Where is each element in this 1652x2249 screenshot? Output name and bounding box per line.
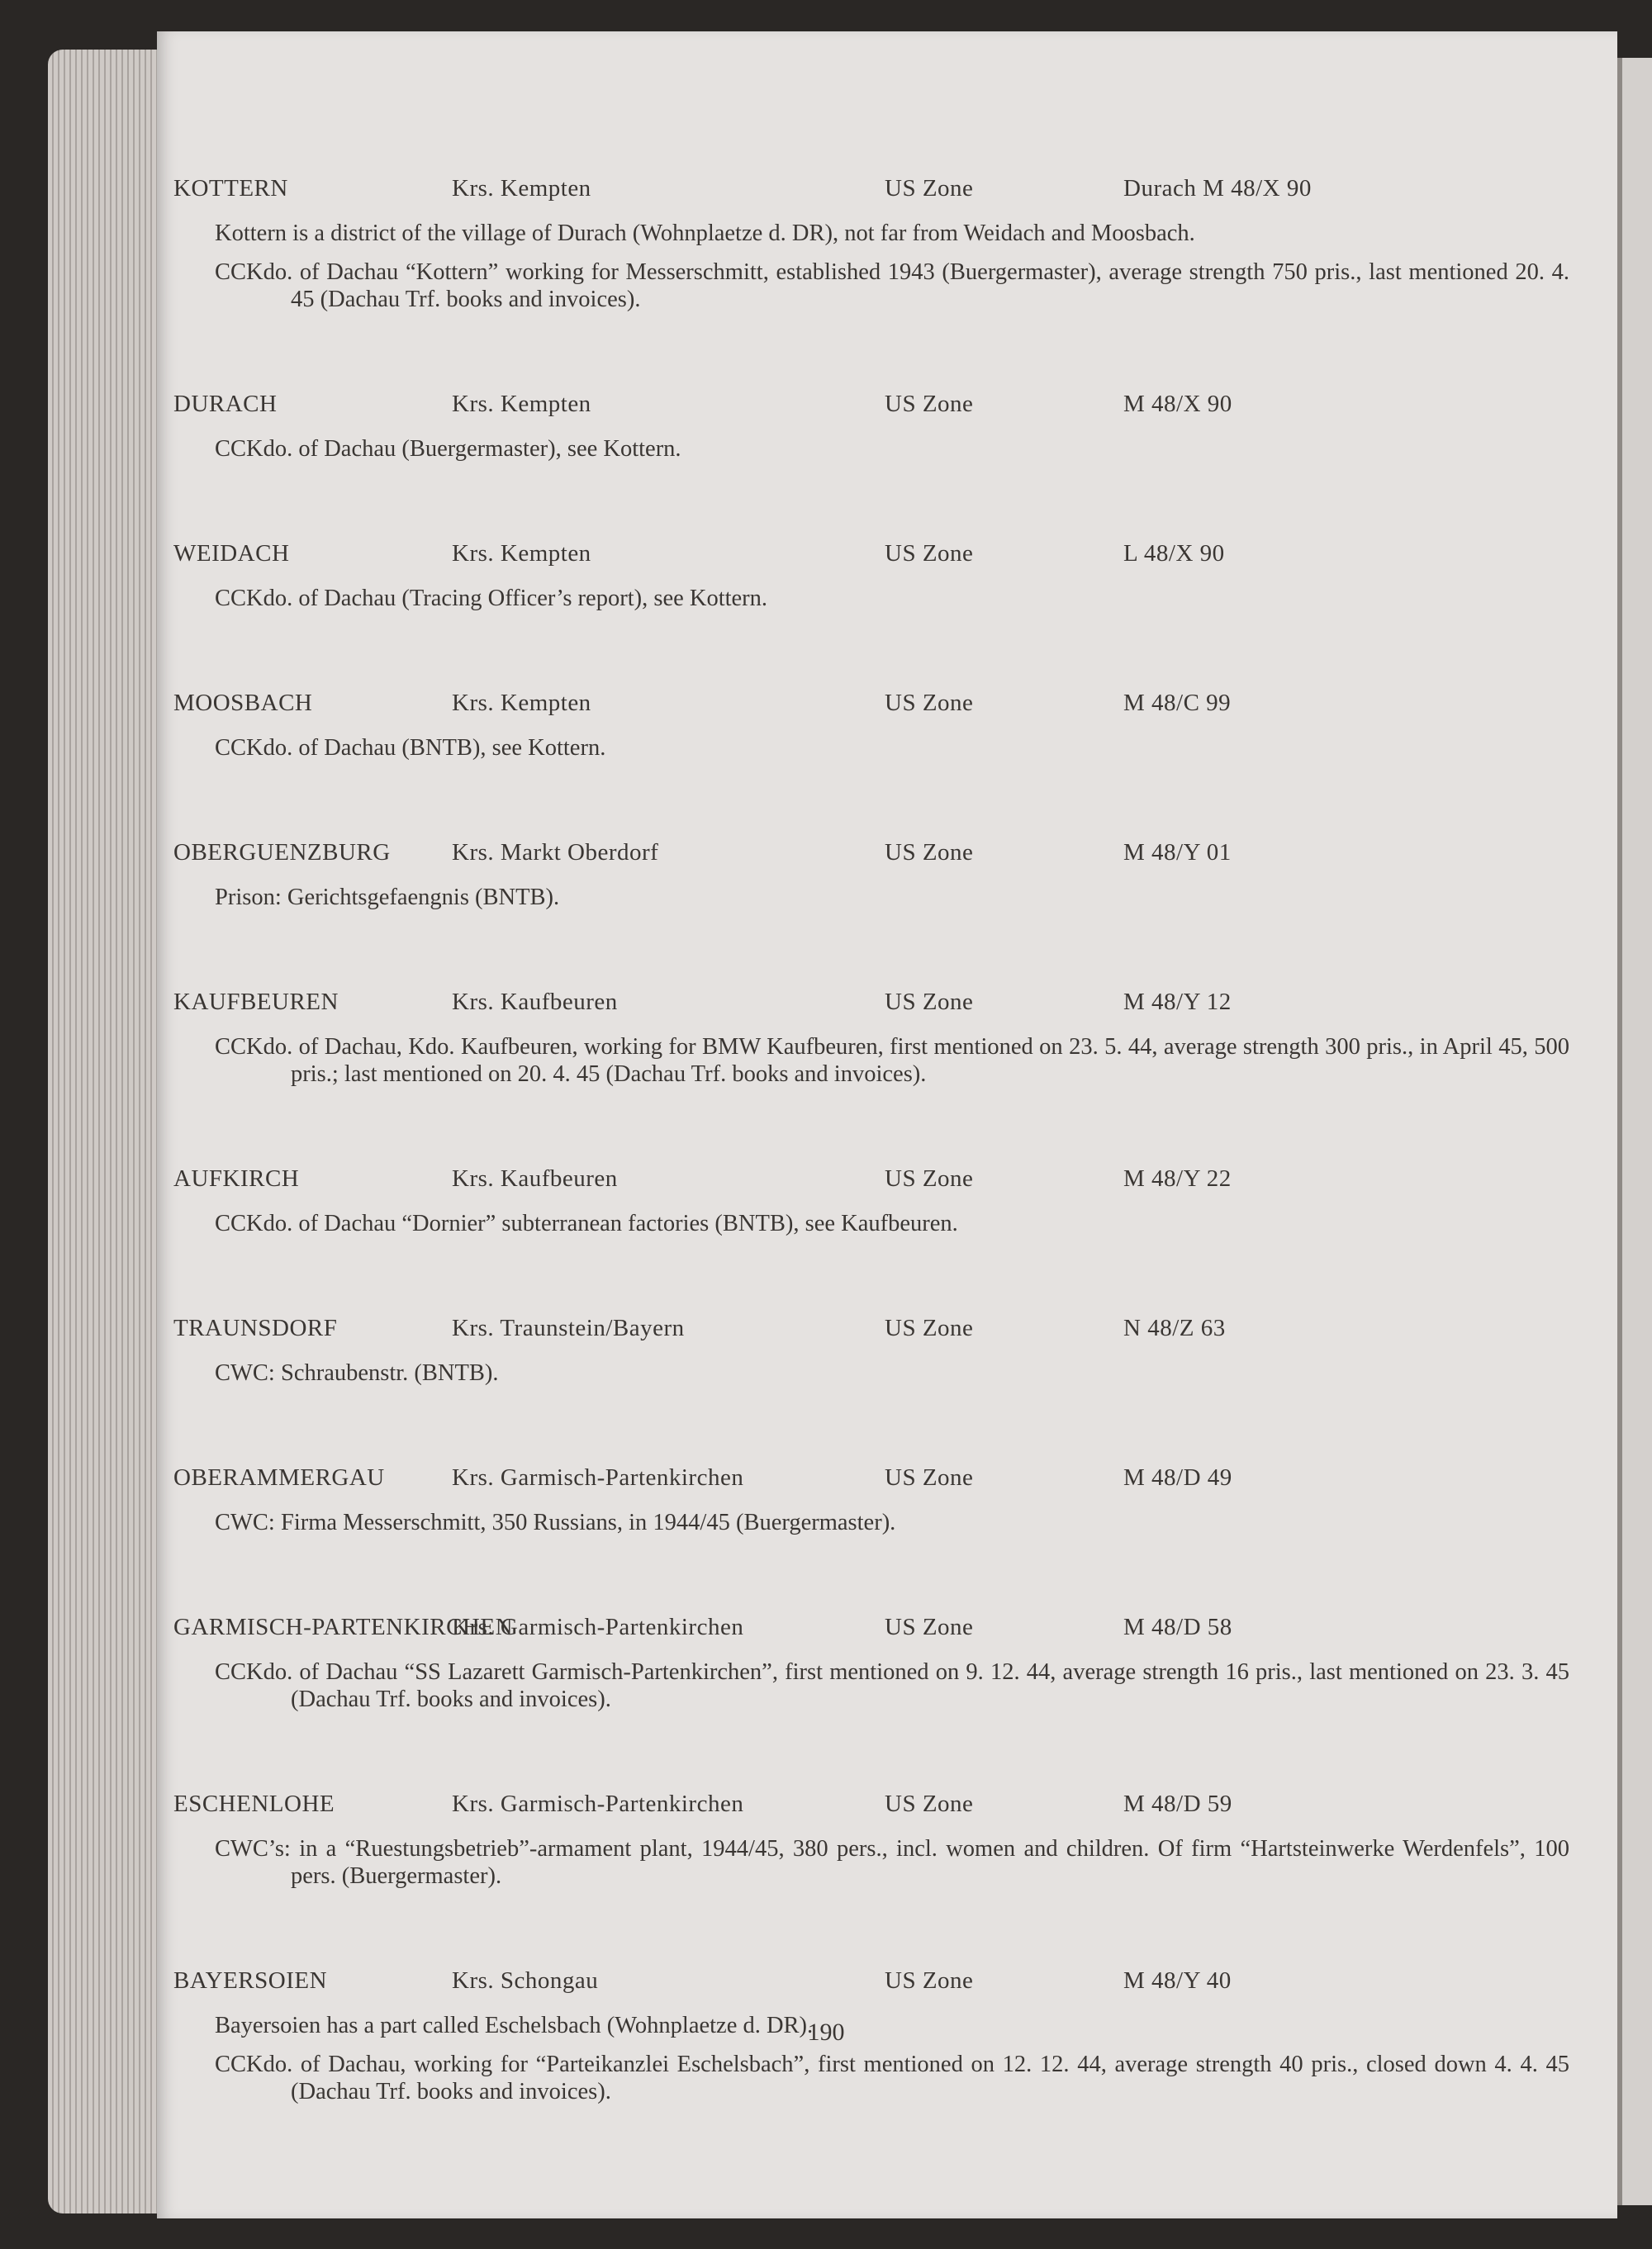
district-name: Krs. Schongau [452,1967,599,1994]
entry-text: in a “Ruestungsbetrieb”-armament plant, 1944/45, 380 pers., incl. women and children. Of firm “Hartsteinwerke Werdenfels”, 100 pers. (Buergermaster). [291,1836,1569,1889]
entry-heading [173,1791,1569,1824]
entry-text: Schraubenstr. (BNTB). [280,1360,499,1386]
entry-label: CCKdo. [215,586,293,611]
gazetteer-entry [173,989,1569,1088]
entry-text: of Dachau, working for “Parteikanzlei Eschelsbach”, first mentioned on 12. 12. 44, average strength 40 pris., closed down 4. 4. 45 (Dachau Trf. books and invoices). [291,2052,1569,2104]
entry-description [173,884,1569,911]
entry-text: of Dachau “SS Lazarett Garmisch-Partenkirchen”, first mentioned on 9. 12. 44, average strength 16 pris., last mentioned on 23. 3. 45 (Dachau Trf. books and invoices). [291,1659,1569,1712]
entry-text: of Dachau “Dornier” subterranean factories (BNTB), see Kaufbeuren. [298,1211,958,1236]
zone-name: US Zone [885,989,974,1015]
gazetteer-entry [173,1464,1569,1536]
place-name: MOOSBACH [173,690,313,716]
entry-heading [173,540,1569,573]
place-name: OBERAMMERGAU [173,1464,385,1491]
district-name: Krs. Traunstein/Bayern [452,1315,685,1341]
map-reference: Durach M 48/X 90 [1123,175,1312,202]
zone-name: US Zone [885,1165,974,1192]
entry-text: Kottern is a district of the village of Durach (Wohnplaetze d. DR), not far from Weidach and Moosbach. [215,221,1195,246]
entry-heading [173,1165,1569,1198]
entry-description [173,734,1569,762]
zone-name: US Zone [885,175,974,202]
entry-label: CCKdo. [215,1659,293,1685]
entry-heading [173,839,1569,872]
district-name: Krs. Kempten [452,690,591,716]
zone-name: US Zone [885,690,974,716]
entry-description [173,2051,1569,2105]
map-reference: M 48/D 59 [1123,1791,1232,1817]
map-reference: M 48/C 99 [1123,690,1232,716]
entry-heading [173,1967,1569,2000]
page-number: 190 [807,2019,845,2046]
entry-description [173,1509,1569,1536]
entry-text: of Dachau, Kdo. Kaufbeuren, working for BMW Kaufbeuren, first mentioned on 23. 5. 44, average strength 300 pris., in April 45, 500 pris.; last mentioned on 20. 4. 45 (Dachau Trf. books and invoices). [291,1034,1569,1087]
entry-description [173,220,1569,247]
entry-description [173,1658,1569,1713]
place-name: WEIDACH [173,540,290,567]
entry-text: of Dachau (Tracing Officer’s report), see Kottern. [298,586,768,611]
gazetteer-entry [173,175,1569,313]
district-name: Krs. Garmisch-Partenkirchen [452,1614,744,1640]
entry-label: CCKdo. [215,2052,293,2077]
gazetteer-entries [173,175,1569,2105]
entry-label: CWC: [215,1510,275,1535]
entry-text: Bayersoien has a part called Eschelsbach (Wohnplaetze d. DR). [215,2013,814,2038]
entry-description [173,435,1569,463]
entry-text: Gerichtsgefaengnis (BNTB). [287,885,560,910]
zone-name: US Zone [885,1464,974,1491]
place-name: ESCHENLOHE [173,1791,335,1817]
entry-text: of Dachau (BNTB), see Kottern. [298,735,606,761]
district-name: Krs. Kaufbeuren [452,1165,618,1192]
entry-label: CWC: [215,1360,275,1386]
district-name: Krs. Garmisch-Partenkirchen [452,1464,744,1491]
gazetteer-entry [173,1791,1569,1890]
entry-heading [173,391,1569,424]
map-reference: M 48/D 49 [1123,1464,1232,1491]
entry-label: CCKdo. [215,735,293,761]
zone-name: US Zone [885,540,974,567]
gazetteer-entry [173,1315,1569,1387]
entry-description [173,1033,1569,1088]
gazetteer-entry [173,839,1569,911]
entry-heading [173,989,1569,1022]
place-name: OBERGUENZBURG [173,839,391,866]
zone-name: US Zone [885,1315,974,1341]
zone-name: US Zone [885,1614,974,1640]
district-name: Krs. Kempten [452,175,591,202]
district-name: Krs. Kaufbeuren [452,989,618,1015]
entry-label: CCKdo. [215,1034,293,1060]
district-name: Krs. Kempten [452,391,591,417]
zone-name: US Zone [885,1967,974,1994]
place-name: DURACH [173,391,278,417]
gazetteer-entry [173,690,1569,762]
district-name: Krs. Garmisch-Partenkirchen [452,1791,744,1817]
place-name: KAUFBEUREN [173,989,339,1015]
entry-heading [173,1464,1569,1497]
entry-heading [173,175,1569,208]
place-name: TRAUNSDORF [173,1315,338,1341]
map-reference: M 48/Y 01 [1123,839,1232,866]
entry-description [173,1210,1569,1237]
zone-name: US Zone [885,391,974,417]
zone-name: US Zone [885,1791,974,1817]
entry-label: CCKdo. [215,436,293,462]
place-name: AUFKIRCH [173,1165,300,1192]
map-reference: M 48/D 58 [1123,1614,1232,1640]
entry-text: of Dachau “Kottern” working for Messerschmitt, established 1943 (Buergermaster), average strength 750 pris., last mentioned 20. 4. 45 (Dachau Trf. books and invoices). [291,259,1569,312]
entry-description [173,585,1569,612]
map-reference: M 48/Y 12 [1123,989,1232,1015]
entry-label: Prison: [215,885,282,910]
entry-description [173,259,1569,313]
place-name: KOTTERN [173,175,288,202]
entry-label: CCKdo. [215,259,293,285]
entry-text: of Dachau (Buergermaster), see Kottern. [298,436,681,462]
district-name: Krs. Kempten [452,540,591,567]
entry-heading [173,1614,1569,1647]
gazetteer-entry [173,391,1569,463]
map-reference: M 48/X 90 [1123,391,1232,417]
entry-text: Firma Messerschmitt, 350 Russians, in 1944/45 (Buergermaster). [280,1510,896,1535]
entry-label: CCKdo. [215,1211,293,1236]
gazetteer-entry [173,540,1569,612]
entry-description [173,1359,1569,1387]
map-reference: L 48/X 90 [1123,540,1225,567]
map-reference: M 48/Y 40 [1123,1967,1232,1994]
facing-page-edge [1617,58,1652,2205]
entry-description [173,1835,1569,1890]
gazetteer-entry [173,1165,1569,1237]
entry-label: CWC’s: [215,1836,291,1862]
place-name: GARMISCH-PARTENKIRCHEN [173,1614,514,1640]
map-reference: M 48/Y 22 [1123,1165,1232,1192]
entry-heading [173,1315,1569,1348]
entry-heading [173,690,1569,723]
map-reference: N 48/Z 63 [1123,1315,1226,1341]
district-name: Krs. Markt Oberdorf [452,839,659,866]
zone-name: US Zone [885,839,974,866]
place-name: BAYERSOIEN [173,1967,328,1994]
book-page-edges [48,50,172,2213]
gazetteer-entry [173,1614,1569,1713]
